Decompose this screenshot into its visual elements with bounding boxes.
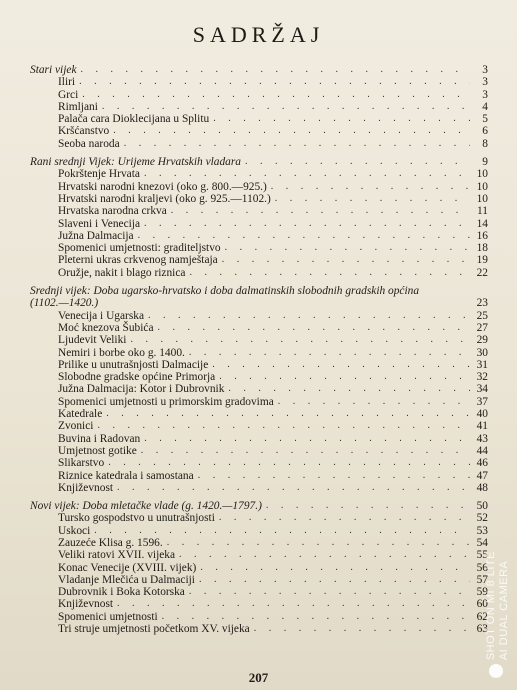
toc-entry <box>30 562 488 574</box>
dot-leader <box>138 230 470 242</box>
toc-page-number: 37 <box>476 395 488 408</box>
toc-entry-label: Tri struje umjetnosti početkom XV. vijeka <box>58 623 250 636</box>
dot-leader <box>271 181 470 193</box>
dot-leader <box>144 433 470 445</box>
toc-entry-label: Zvonici <box>58 420 94 433</box>
toc-page-number: 44 <box>476 444 488 457</box>
toc-entry <box>30 574 488 586</box>
dot-leader <box>179 549 470 561</box>
toc-entry <box>30 205 488 217</box>
toc-entry-label: Seoba naroda <box>58 137 120 150</box>
toc-page-number: 60 <box>476 598 488 611</box>
toc-page-number: 54 <box>476 536 488 549</box>
toc-page-number: 43 <box>476 432 488 445</box>
toc-entry <box>30 310 488 322</box>
toc-entry <box>30 470 488 482</box>
toc-entry <box>30 383 488 395</box>
toc-entry-label: Pokrštenje Hrvata <box>58 168 140 181</box>
toc-entry <box>30 623 488 635</box>
dot-leader <box>199 574 470 586</box>
dot-leader <box>158 322 470 334</box>
dot-leader <box>222 254 470 266</box>
toc-entry-label: Konac Venecije (XVIII. vijek) <box>58 561 197 574</box>
toc-entry <box>30 181 488 193</box>
toc-heading <box>30 500 488 512</box>
toc-page-number: 4 <box>482 100 488 113</box>
toc-entry-label: Vladanje Mlečića u Dalmaciji <box>58 573 195 586</box>
toc-entry <box>30 359 488 371</box>
toc-entry <box>30 230 488 242</box>
dot-leader <box>141 445 470 457</box>
toc-entry-label: Dubrovnik i Boka Kotorska <box>58 586 185 599</box>
toc-section-rani-srednji-vijek <box>30 156 488 279</box>
toc-page-number: 63 <box>476 623 488 636</box>
toc-page-number: 22 <box>476 266 488 279</box>
toc-heading <box>30 285 488 310</box>
toc-entry <box>30 396 488 408</box>
toc-entry <box>30 347 488 359</box>
dot-leader <box>167 537 470 549</box>
toc-section-novi-vijek <box>30 500 488 635</box>
dot-leader <box>108 457 470 469</box>
toc-page-number: 25 <box>476 309 488 322</box>
dot-leader <box>130 334 470 346</box>
toc-page-number: 16 <box>476 229 488 242</box>
dot-leader <box>113 125 470 137</box>
toc-entry <box>30 101 488 113</box>
toc-entry-label: Palača cara Dioklecijana u Splitu <box>58 113 210 126</box>
dot-leader <box>144 218 470 230</box>
dot-leader <box>148 310 470 322</box>
toc-page-number: 18 <box>476 242 488 255</box>
toc-page-number: 10 <box>476 168 488 181</box>
toc-page-number: 8 <box>482 137 488 150</box>
toc-entry-label: Oružje, nakit i blago riznica <box>58 266 186 279</box>
toc-entry-label: Katedrale <box>58 408 103 421</box>
toc-entry-label: Zauzeće Klisa g. 1596. <box>58 536 163 549</box>
toc-page-number: 27 <box>476 321 488 334</box>
dot-leader <box>219 512 470 524</box>
dot-leader <box>162 611 470 623</box>
toc-page-number: 10 <box>476 180 488 193</box>
toc-entry-label: Pleterni ukras crkvenog namještaja <box>58 254 218 267</box>
dot-leader <box>97 420 470 432</box>
table-of-contents <box>30 64 488 641</box>
dot-leader <box>144 168 470 180</box>
toc-page-number: 46 <box>476 457 488 470</box>
dot-leader <box>275 193 470 205</box>
toc-entry-label: Buvina i Radovan <box>58 432 141 445</box>
toc-entry <box>30 433 488 445</box>
dot-leader <box>117 598 470 610</box>
toc-entry-label: Grci <box>58 88 79 101</box>
toc-entry <box>30 138 488 150</box>
dot-leader <box>245 156 470 168</box>
toc-page-number: 53 <box>476 524 488 537</box>
dot-leader <box>102 101 470 113</box>
toc-entry <box>30 267 488 279</box>
dot-leader <box>79 76 470 88</box>
toc-entry <box>30 537 488 549</box>
dot-leader <box>189 347 470 359</box>
toc-entry <box>30 76 488 88</box>
dot-leader <box>200 562 470 574</box>
toc-heading-label: Rani srednji Vijek: Urijeme Hrvatskih vladara <box>30 156 241 169</box>
toc-entry <box>30 512 488 524</box>
dot-leader <box>198 470 470 482</box>
toc-entry-label: Uskoci <box>58 524 91 537</box>
toc-entry-label: Moć knezova Šubića <box>58 321 154 334</box>
toc-entry-label: Kršćanstvo <box>58 125 110 138</box>
toc-entry <box>30 89 488 101</box>
dot-leader <box>278 396 470 408</box>
toc-entry-label: Slaveni i Venecija <box>58 217 141 230</box>
toc-entry <box>30 482 488 494</box>
dot-leader <box>189 586 470 598</box>
toc-entry-label: Slikarstvo <box>58 457 105 470</box>
page-title: SADRŽAJ <box>192 22 325 47</box>
toc-entry <box>30 445 488 457</box>
toc-entry-label: Umjetnost gotike <box>58 444 137 457</box>
toc-entry-label: Nemiri i borbe oko g. 1400. <box>58 346 185 359</box>
toc-entry-label: Spomenici umjetnosti: graditeljstvo <box>58 242 221 255</box>
toc-page-number: 3 <box>482 76 488 89</box>
toc-page-number: 50 <box>476 500 488 513</box>
toc-page-number: 41 <box>476 420 488 433</box>
toc-entry-label: Veliki ratovi XVII. vijeka <box>58 549 176 562</box>
toc-entry <box>30 218 488 230</box>
dot-leader <box>189 267 470 279</box>
dot-leader <box>228 383 470 395</box>
toc-entry-label: Spomenici umjetnosti u primorskim gradovima <box>58 395 274 408</box>
toc-entry-label: Književnost <box>58 598 114 611</box>
toc-entry-label: Hrvatski narodni knezovi (oko g. 800.—925.) <box>58 180 267 193</box>
toc-page-number: 32 <box>476 371 488 384</box>
camera-watermark <box>485 551 511 660</box>
dot-leader <box>171 205 470 217</box>
toc-entry-label: Južna Dalmacija: Kotor i Dubrovnik <box>58 383 225 396</box>
page-number-footer: 207 <box>248 670 269 685</box>
toc-entry-label: Ljudevit Veliki <box>58 334 127 347</box>
toc-entry <box>30 242 488 254</box>
toc-entry <box>30 549 488 561</box>
toc-section-stari-vijek <box>30 64 488 150</box>
dot-leader <box>82 89 470 101</box>
toc-entry-label: Venecija i Ugarska <box>58 309 145 322</box>
toc-entry <box>30 322 488 334</box>
toc-entry <box>30 125 488 137</box>
toc-entry-label: Tursko gospodstvo u unutrašnjosti <box>58 512 215 525</box>
dot-leader <box>81 64 471 76</box>
dot-leader <box>106 408 470 420</box>
toc-entry <box>30 420 488 432</box>
toc-page-number: 11 <box>477 205 488 218</box>
toc-page-number: 14 <box>476 217 488 230</box>
toc-entry-label: Prilike u unutrašnjosti Dalmacije <box>58 358 209 371</box>
toc-entry <box>30 168 488 180</box>
toc-page-number: 48 <box>476 481 488 494</box>
toc-entry-label: Riznice katedrala i samostana <box>58 469 194 482</box>
toc-page-number: 52 <box>476 512 488 525</box>
toc-entry-label: Spomenici umjetnosti <box>58 610 158 623</box>
toc-page-number: 34 <box>476 383 488 396</box>
toc-entry-label: Književnost <box>58 481 114 494</box>
dot-leader <box>254 623 470 635</box>
dot-leader <box>266 500 470 512</box>
toc-entry <box>30 598 488 610</box>
toc-heading <box>30 64 488 76</box>
dot-leader <box>94 525 470 537</box>
dot-leader <box>225 242 470 254</box>
toc-entry <box>30 586 488 598</box>
toc-entry <box>30 193 488 205</box>
toc-heading-label: Srednji vijek: Doba ugarsko-hrvatsko i doba dalmatinskih slobodnih gradskih općina (1102.—1420.) <box>30 285 420 310</box>
toc-page-number: 5 <box>482 113 488 126</box>
toc-entry-label: Rimljani <box>58 100 98 113</box>
toc-page-number: 30 <box>476 346 488 359</box>
toc-entry <box>30 611 488 623</box>
toc-section-srednji-vijek <box>30 285 488 494</box>
toc-entry <box>30 113 488 125</box>
toc-page-number: 31 <box>476 358 488 371</box>
toc-page-number: 23 <box>476 297 488 310</box>
toc-page-number: 19 <box>476 254 488 267</box>
toc-page-number: 59 <box>476 586 488 599</box>
toc-entry <box>30 371 488 383</box>
toc-entry-label: Južna Dalmacija <box>58 229 134 242</box>
toc-entry <box>30 525 488 537</box>
toc-page-number: 29 <box>476 334 488 347</box>
toc-entry <box>30 457 488 469</box>
toc-page-number: 9 <box>482 156 488 169</box>
toc-page-number: 40 <box>476 408 488 421</box>
toc-page-number: 62 <box>476 610 488 623</box>
toc-entry-label: Slobodne gradske općine Primorja <box>58 371 216 384</box>
toc-page-number: 10 <box>476 192 488 205</box>
toc-entry <box>30 254 488 266</box>
camera-logo-icon <box>489 664 503 678</box>
toc-entry-label: Iliri <box>58 76 76 89</box>
camera-watermark-line1: SHOT ON MI 8 LITE <box>485 550 497 660</box>
toc-page-number: 6 <box>482 125 488 138</box>
toc-heading <box>30 156 488 168</box>
camera-watermark-line2: AI DUAL CAMERA <box>498 560 510 660</box>
dot-leader <box>212 359 470 371</box>
toc-page-number: 3 <box>482 88 488 101</box>
toc-entry-label: Hrvatski narodni kraljevi (oko g. 925.—1102.) <box>58 192 271 205</box>
dot-leader <box>124 138 470 150</box>
dot-leader <box>117 482 470 494</box>
toc-page-number: 55 <box>476 549 488 562</box>
toc-entry <box>30 334 488 346</box>
toc-entry-label: Hrvatska narodna crkva <box>58 205 167 218</box>
dot-leader <box>213 113 470 125</box>
toc-page-number: 57 <box>476 573 488 586</box>
toc-entry <box>30 408 488 420</box>
toc-page-number: 3 <box>482 64 488 76</box>
toc-heading-label: Stari vijek <box>30 64 77 76</box>
toc-page-number: 47 <box>476 469 488 482</box>
toc-heading-label: Novi vijek: Doba mletačke vlade (g. 1420.—1797.) <box>30 500 262 513</box>
toc-page-number: 56 <box>476 561 488 574</box>
dot-leader <box>219 371 470 383</box>
